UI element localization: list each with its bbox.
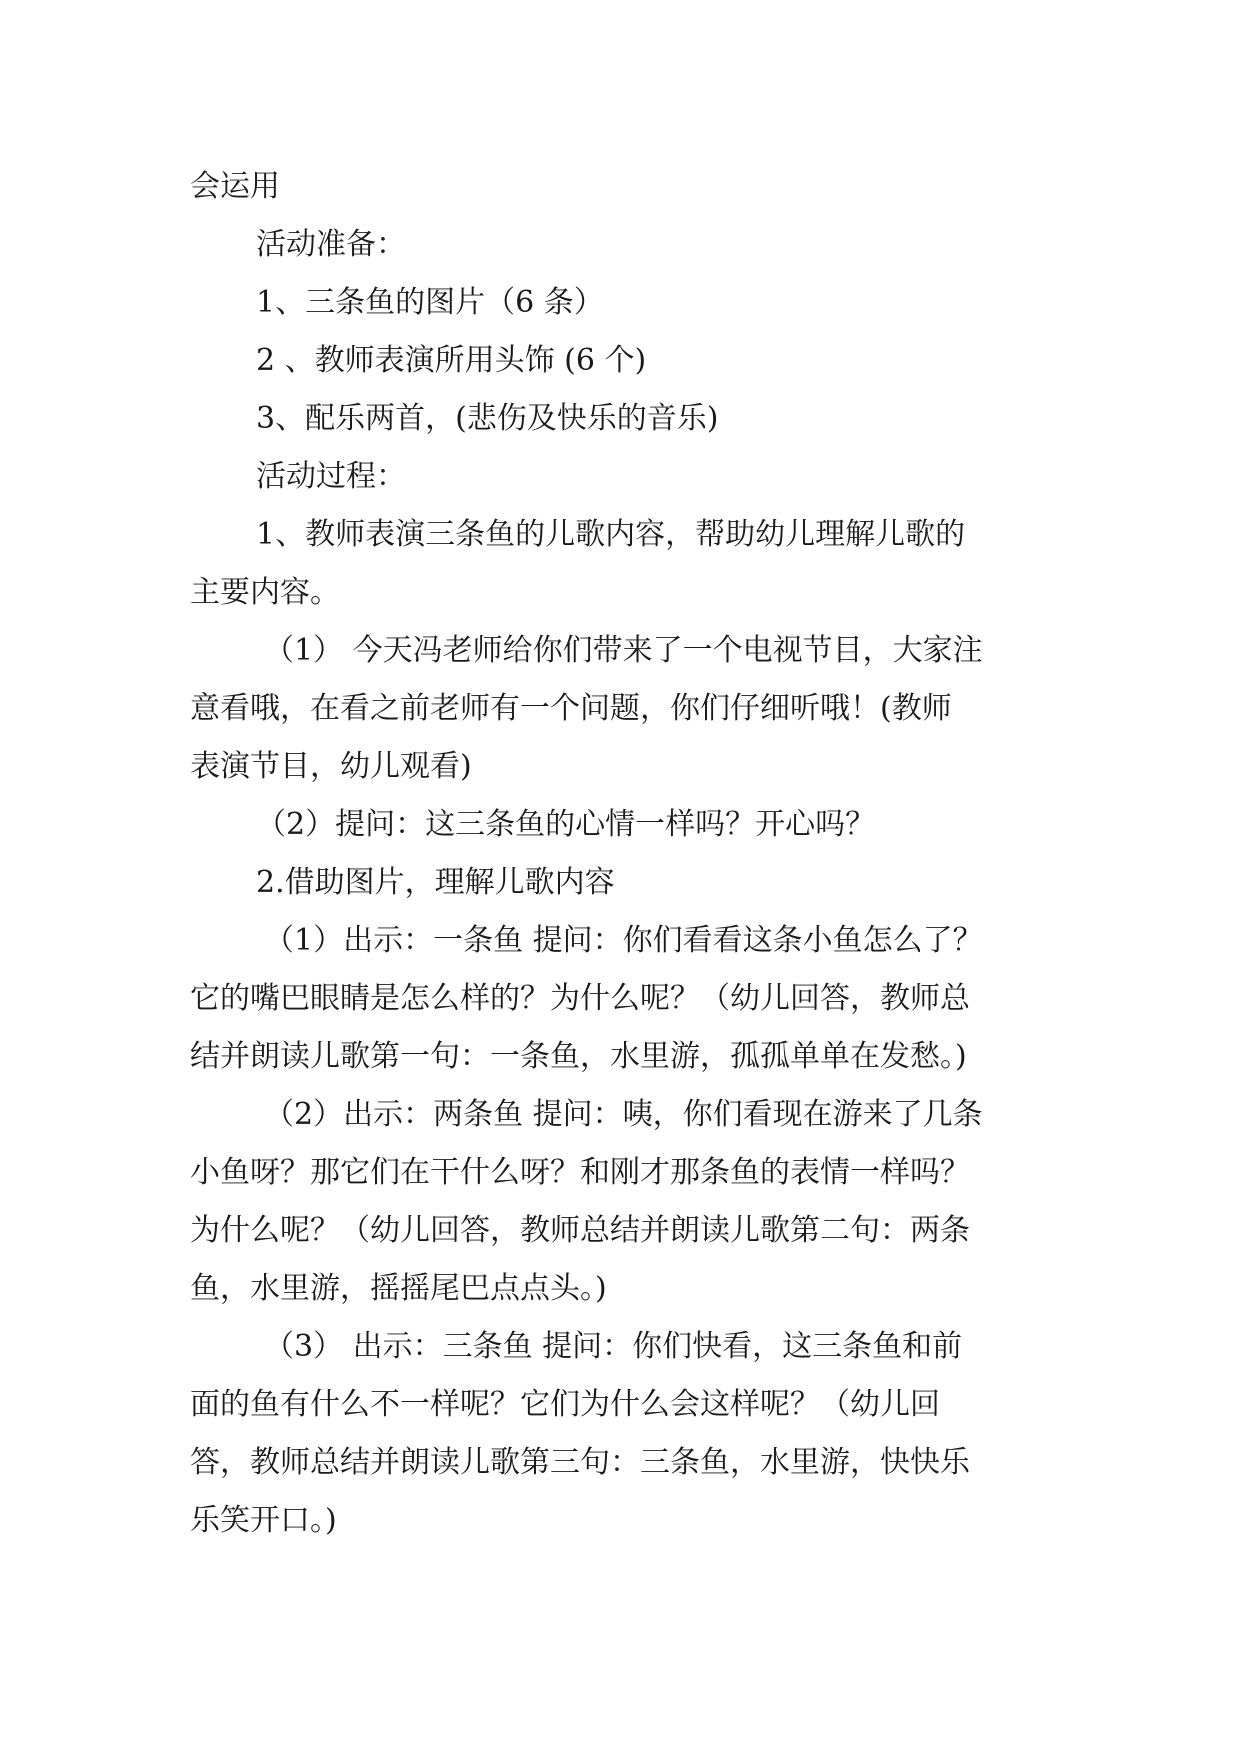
text-line: 表演节目，幼儿观看) — [190, 749, 472, 784]
text-line: 它的嘴巴眼睛是怎么样的？为什么呢？（幼儿回答，教师总 — [190, 981, 970, 1016]
list-item: 1、三条鱼的图片（6 条） — [256, 285, 604, 320]
text-line: 小鱼呀？那它们在干什么呀？和刚才那条鱼的表情一样吗？ — [190, 1155, 970, 1190]
text-line: 鱼，水里游，摇摇尾巴点点头。) — [190, 1271, 607, 1306]
text-line: 主要内容。 — [190, 575, 340, 610]
text-line: （3） 出示：三条鱼 提问：你们快看，这三条鱼和前 — [264, 1329, 963, 1364]
section-heading-process: 活动过程： — [256, 459, 406, 494]
list-item: 2 、教师表演所用头饰 (6 个) — [256, 343, 647, 378]
text-line: 面的鱼有什么不一样呢？它们为什么会这样呢？（幼儿回 — [190, 1387, 940, 1422]
text-line: 2.借助图片，理解儿歌内容 — [256, 865, 615, 900]
text-line: 意看哦，在看之前老师有一个问题，你们仔细听哦！(教师 — [190, 691, 952, 726]
text-line: 乐笑开口。) — [190, 1503, 337, 1538]
text-line: 结并朗读儿歌第一句：一条鱼，水里游，孤孤单单在发愁。) — [190, 1039, 967, 1074]
text-line: （2）出示：两条鱼 提问：咦，你们看现在游来了几条 — [264, 1097, 983, 1132]
text-line: 答，教师总结并朗读儿歌第三句：三条鱼，水里游，快快乐 — [190, 1445, 970, 1480]
text-line: （1）出示：一条鱼 提问：你们看看这条小鱼怎么了？ — [264, 923, 983, 958]
list-item: 3、配乐两首，(悲伤及快乐的音乐) — [256, 401, 719, 436]
text-line: （2）提问：这三条鱼的心情一样吗？开心吗？ — [256, 807, 876, 842]
document-body — [190, 158, 1060, 1550]
text-line: （1） 今天冯老师给你们带来了一个电视节目，大家注 — [264, 633, 983, 668]
text-line: 为什么呢？（幼儿回答，教师总结并朗读儿歌第二句：两条 — [190, 1213, 970, 1248]
text-line: 1、教师表演三条鱼的儿歌内容，帮助幼儿理解儿歌的 — [256, 517, 966, 552]
section-heading-preparation: 活动准备： — [256, 227, 406, 262]
text-line: 会运用 — [190, 169, 280, 204]
